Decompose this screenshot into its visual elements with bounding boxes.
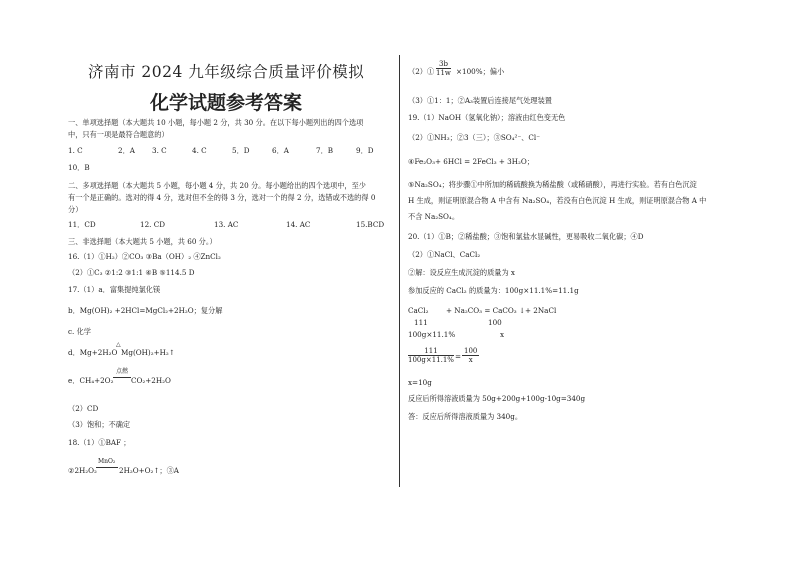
ratio-left-numerator: 111 xyxy=(408,347,454,356)
q18-2-reactants: ②2H₂O₂ xyxy=(68,466,97,475)
mc-answer-14: 14. AC xyxy=(286,220,311,229)
q17-e-products: CO₂+2H₂O xyxy=(131,376,171,385)
q18-2-reaction-line xyxy=(96,467,118,468)
q18-fraction-numerator: 3b xyxy=(436,60,451,69)
section3-heading: 三、非选择题（本大题共 5 小题，共 60 分。） xyxy=(68,237,217,246)
q18-fraction-denominator: 11w xyxy=(436,69,451,77)
mc-answer-3: 3. C xyxy=(152,146,167,155)
ratio-fraction-right xyxy=(462,347,479,364)
q17-part1: 17.（1）a．富集提纯氯化镁 xyxy=(68,285,161,294)
mc-answer-11: 11．CD xyxy=(68,220,96,229)
q19-step5-line2: H 生成，则证明原混合物 A 中含有 Na₂SO₄，若没有白色沉淀 H 生成，则证明原混合物 A 中 xyxy=(408,196,707,205)
q19-part1: 19.（1）NaOH（氢氧化钠）；溶液由红色变无色 xyxy=(408,113,566,122)
column-divider xyxy=(399,55,400,487)
q17-part2: （2）CD xyxy=(68,404,99,413)
mc-answer-15: 15.BCD xyxy=(356,220,385,229)
subject-title: 化学试题参考答案 xyxy=(150,92,303,114)
mc-answer-2: 2．A xyxy=(118,146,135,155)
section1-instruction-line2: 中，只有一项是最符合题意的） xyxy=(68,130,169,139)
q18-fraction xyxy=(436,60,451,77)
q17-c: c. 化学 xyxy=(68,327,91,336)
mc-answer-10: 10．B xyxy=(68,163,90,172)
section2-instruction-line1: 二、多项选择题（本大题共 5 小题，每小题 4 分，共 20 分。每小题给出的四个选项中，至少 xyxy=(68,181,366,190)
ratio-fraction-left xyxy=(408,347,454,364)
q19-part2: （2）①NH₃；②3（三）；③SO₄²⁻、Cl⁻ xyxy=(408,133,541,142)
q17-e-condition: 点燃 xyxy=(116,368,129,375)
q18-2-catalyst: MnO₂ xyxy=(98,458,116,465)
ratio-right-numerator: 100 xyxy=(464,347,478,355)
section2-instruction-line2: 有一个是正确的。选对的得 4 分，选对但不全的得 3 分，选对一个的得 2 分，选错或不选的得 0 xyxy=(68,193,376,202)
mc-answer-4: 4. C xyxy=(192,146,207,155)
q19-step5-line3: 不含 Na₂SO₄。 xyxy=(408,212,460,221)
q20-part2: （2）①NaCl、CaCl₂ xyxy=(408,250,481,259)
mc-answer-7: 7．B xyxy=(316,146,334,155)
equation-given-mass: 100g×11.1% xyxy=(408,330,456,339)
mc-answer-12: 12. CD xyxy=(140,220,165,229)
q18-part1: 18.（1）①BAF ； xyxy=(68,438,131,447)
equation-molar-111: 111 xyxy=(414,318,428,327)
q18-2-suffix: ×100%；偏小 xyxy=(456,67,505,76)
q18-2-prefix: （2）① xyxy=(408,67,435,76)
q17-e-reaction-line xyxy=(113,377,131,378)
section2-instruction-line3: 分） xyxy=(68,205,83,214)
final-answer: 答：反应后所得溶液质量为 340g。 xyxy=(408,412,523,421)
q18-2-products: 2H₂O+O₂↑；③A xyxy=(119,466,179,475)
q19-step4: ④Fe₂O₃+ 6HCl = 2FeCl₃ + 3H₂O； xyxy=(408,157,534,166)
q16-part2: （2）①C₃ ②1:2 ③1:1 ④B ⑤114.5 D xyxy=(68,268,195,277)
q17-d-condition: △ xyxy=(116,341,121,348)
mc-answer-13: 13. AC xyxy=(214,220,239,229)
exam-title: 济南市 2024 九年级综合质量评价模拟 xyxy=(88,63,365,81)
solution-mass-line: 反应后所得溶液质量为 50g+200g+100g-10g=340g xyxy=(408,394,586,403)
mc-answer-1: 1. C xyxy=(68,146,83,155)
mc-answer-5: 5．D xyxy=(232,146,250,155)
q17-e-reactants: e．CH₄+2O₂ xyxy=(68,376,114,385)
ratio-left-denominator: 100g×11.1% xyxy=(408,356,454,364)
q17-b: b．Mg(OH)₂ +2HCl=MgCl₂+2H₂O；复分解 xyxy=(68,306,223,315)
mc-answer-9: 9．D xyxy=(356,146,374,155)
ratio-equals: = xyxy=(455,352,462,361)
equation-unknown-x: x xyxy=(500,330,505,339)
q17-d-products: Mg(OH)₂+H₂↑ xyxy=(121,348,175,357)
equation-rest: + Na₂CO₃ = CaCO₃ ↓+ 2NaCl xyxy=(446,306,557,315)
ratio-right-denominator: x xyxy=(468,356,473,364)
q20-part1: 20.（1）①B；②稀盐酸；③饱和氯盐水显碱性，更易吸收二氧化碳；④D xyxy=(408,232,644,241)
q18-part3: （3）①1：1；②A₃装置后连接尾气处理装置 xyxy=(408,96,552,105)
mc-answer-6: 6．A xyxy=(272,146,289,155)
q17-part3: （3）饱和；不确定 xyxy=(68,420,131,429)
x-result: x=10g xyxy=(408,378,432,387)
q17-d-reactants: d．Mg+2H₂O xyxy=(68,348,118,357)
q20-solution-setup: ②解：设反应生成沉淀的质量为 x xyxy=(408,268,515,277)
section1-instruction-line1: 一、单项选择题（本大题共 10 小题，每小题 2 分，共 30 分。在以下每小题列出的四个选项 xyxy=(68,118,364,127)
equation-molar-100: 100 xyxy=(488,318,502,327)
equation-cacl2: CaCl₂ xyxy=(408,306,429,315)
q20-cacl2-mass: 参加反应的 CaCl₂ 的质量为：100g×11.1%=11.1g xyxy=(408,286,579,295)
q16-part1: 16.（1）①H₂）②CO₃ ③Ba（OH）₂ ④ZnCl₂ xyxy=(68,252,221,261)
q19-step5-line1: ⑤Na₂SO₄；将步骤①中所加的稀硫酸换为稀盐酸（或稀硝酸），再进行实验。若有白色沉淀 xyxy=(408,180,697,189)
